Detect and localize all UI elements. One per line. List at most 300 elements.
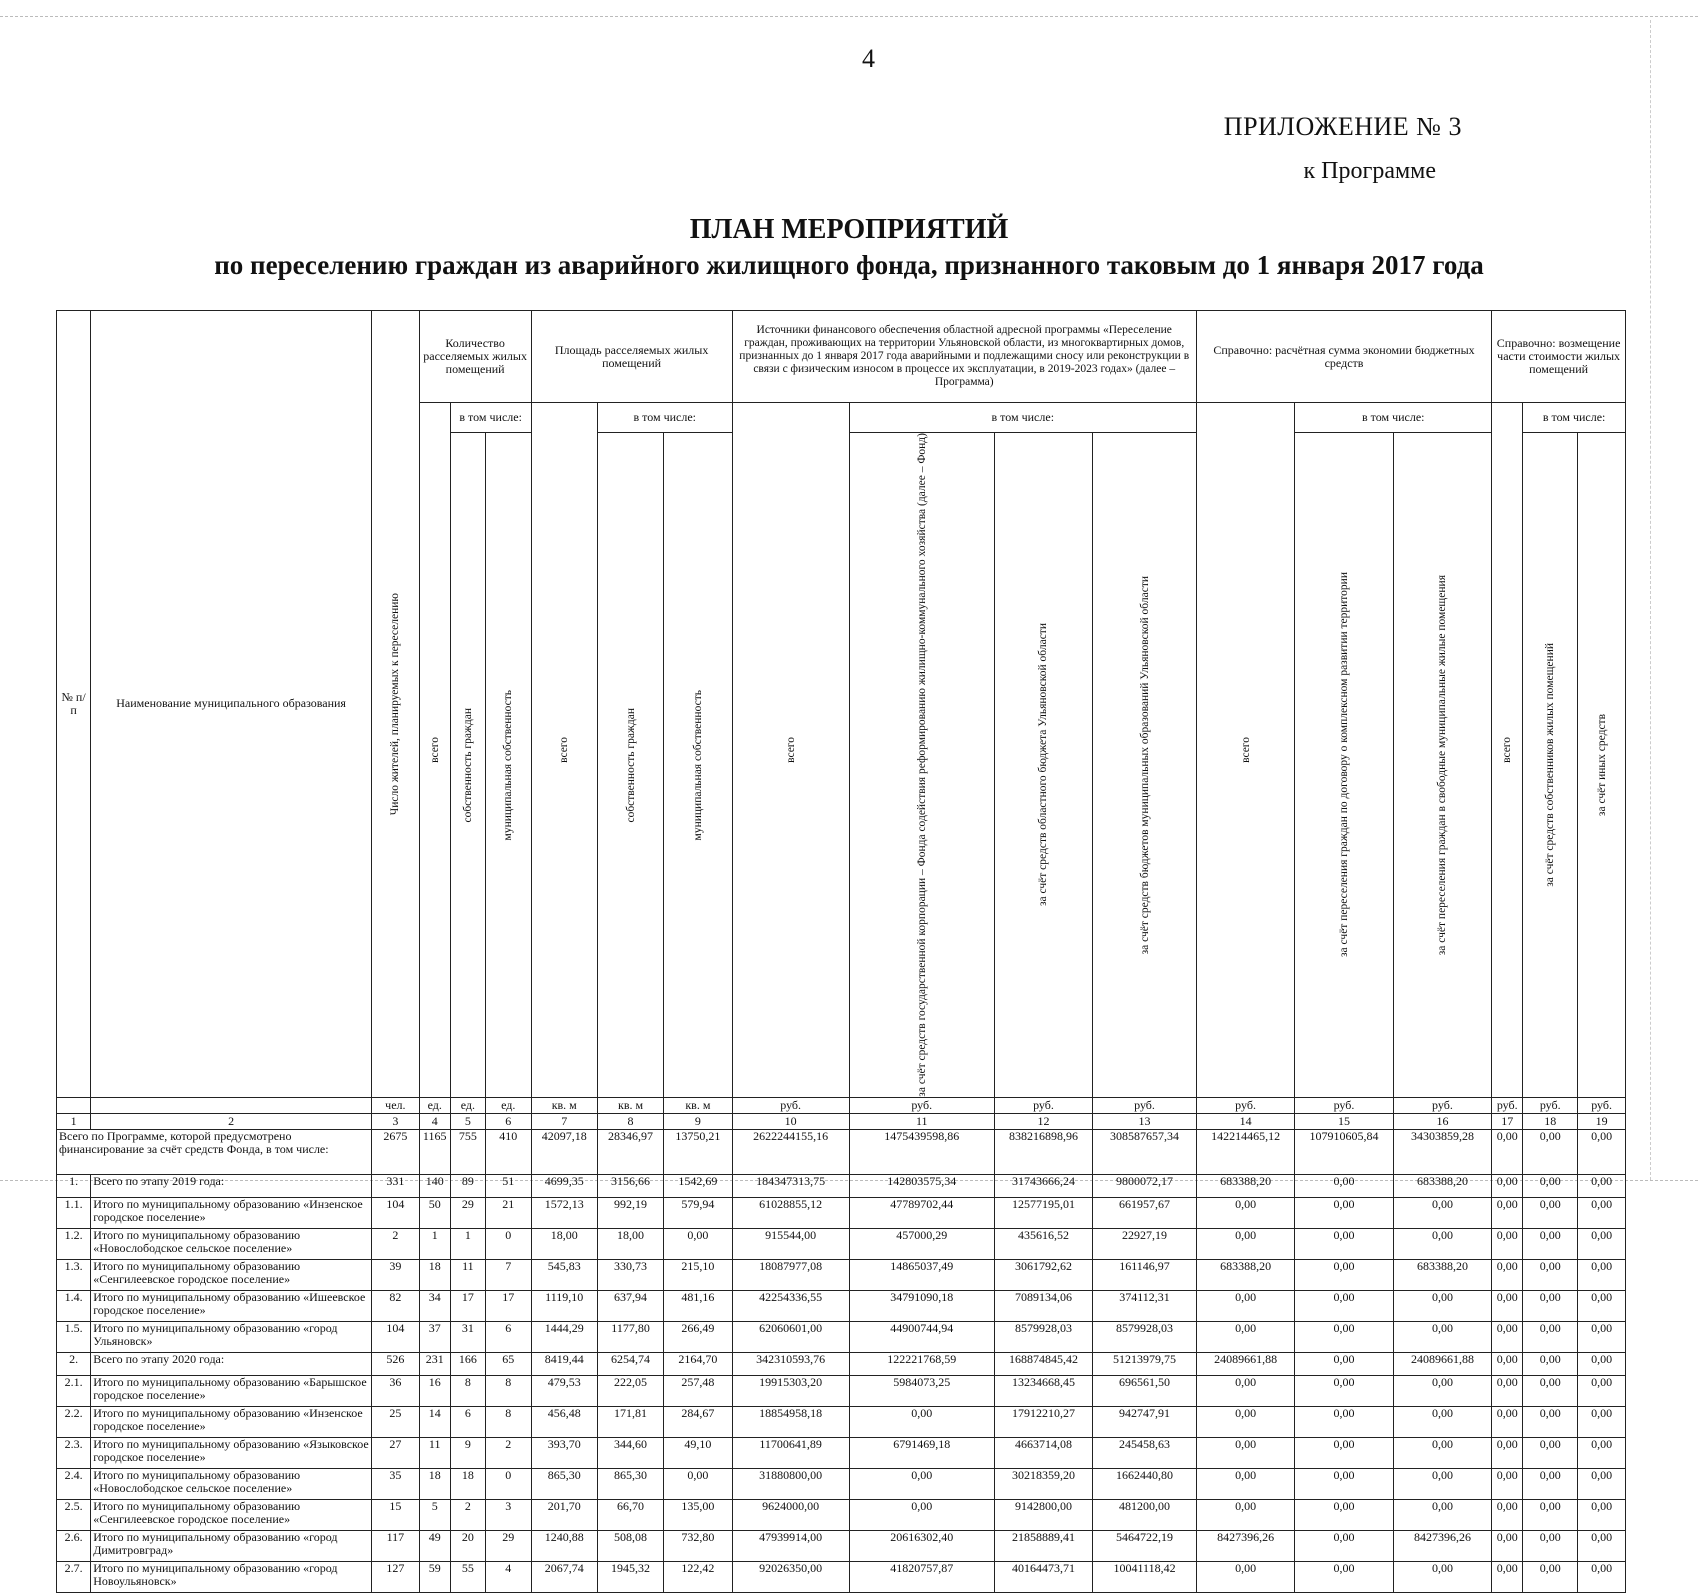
header-area-group: Площадь расселяемых жилых помещений [531,311,732,403]
header-comp-other: за счёт иных средств [1578,433,1626,1098]
value-cell: 0,00 [1295,1499,1393,1530]
value-cell: 89 [450,1174,485,1197]
value-cell: 0,00 [1295,1290,1393,1321]
value-cell: 18 [419,1468,450,1499]
value-cell: 59 [419,1561,450,1592]
value-cell: 0,00 [1523,1406,1578,1437]
unit-cell: руб. [994,1097,1092,1113]
header-savings-total: всего [1196,403,1294,1098]
column-index-cell: 19 [1578,1113,1626,1129]
table-row [57,1530,1626,1561]
header-rooms-citizens: собственность граждан [450,433,485,1098]
value-cell: 342310593,76 [732,1352,849,1375]
header-savings-including: в том числе: [1295,403,1492,433]
value-cell: 0,00 [1393,1290,1491,1321]
value-cell: 0,00 [1578,1321,1626,1352]
header-savings-group: Справочно: расчётная сумма экономии бюджетных средств [1196,311,1491,403]
value-cell: 18854958,18 [732,1406,849,1437]
value-cell: 2 [372,1228,420,1259]
value-cell: 266,49 [664,1321,732,1352]
appendix-subtitle: к Программе [1303,158,1436,184]
value-cell: 0,00 [1196,1468,1294,1499]
value-cell: 61028855,12 [732,1197,849,1228]
value-cell: 4 [485,1561,531,1592]
value-cell: 457000,29 [849,1228,994,1259]
value-cell: 142803575,34 [849,1174,994,1197]
column-index-cell: 3 [372,1113,420,1129]
value-cell: 1662440,80 [1093,1468,1197,1499]
value-cell: 2 [450,1499,485,1530]
value-cell: 41820757,87 [849,1561,994,1592]
unit-cell: кв. м [531,1097,597,1113]
value-cell: 0,00 [1523,1352,1578,1375]
value-cell: 696561,50 [1093,1375,1197,1406]
value-cell: 5 [419,1499,450,1530]
value-cell: 526 [372,1352,420,1375]
value-cell: 0,00 [1196,1228,1294,1259]
value-cell: 0,00 [1578,1406,1626,1437]
value-cell: 4699,35 [531,1174,597,1197]
header-residents: Число жителей, планируемых к переселению [372,311,420,1098]
value-cell: 0,00 [1578,1468,1626,1499]
value-cell: 374112,31 [1093,1290,1197,1321]
value-cell: 330,73 [597,1259,663,1290]
value-cell: 215,10 [664,1259,732,1290]
appendix-label: ПРИЛОЖЕНИЕ № 3 [1223,112,1462,141]
value-cell: 104 [372,1321,420,1352]
unit-cell: руб. [1393,1097,1491,1113]
value-cell: 0,00 [1578,1352,1626,1375]
value-cell: 31743666,24 [994,1174,1092,1197]
row-number: 1.5. [57,1321,91,1352]
value-cell: 17 [450,1290,485,1321]
value-cell: 579,94 [664,1197,732,1228]
value-cell: 2164,70 [664,1352,732,1375]
value-cell: 49 [419,1530,450,1561]
value-cell: 8579928,03 [994,1321,1092,1352]
header-regional-budget: за счёт средств областного бюджета Ульяновской области [994,433,1092,1098]
value-cell: 0,00 [1295,1228,1393,1259]
value-cell: 2 [485,1437,531,1468]
row-name: Всего по этапу 2019 года: [91,1174,372,1197]
value-cell: 27 [372,1437,420,1468]
value-cell: 104 [372,1197,420,1228]
value-cell: 2622244155,16 [732,1129,849,1174]
value-cell: 8419,44 [531,1352,597,1375]
header-name: Наименование муниципального образования [91,311,372,1098]
unit-cell: кв. м [664,1097,732,1113]
unit-cell: чел. [372,1097,420,1113]
value-cell: 683388,20 [1196,1259,1294,1290]
value-cell: 55 [450,1561,485,1592]
column-index-cell: 4 [419,1113,450,1129]
value-cell: 36 [372,1375,420,1406]
value-cell: 16 [419,1375,450,1406]
column-index-cell: 15 [1295,1113,1393,1129]
value-cell: 1 [419,1228,450,1259]
row-name: Итого по муниципальному образованию «Инзенское городское поселение» [91,1406,372,1437]
value-cell: 0,00 [1196,1406,1294,1437]
value-cell: 17912210,27 [994,1406,1092,1437]
unit-cell: руб. [1196,1097,1294,1113]
row-name: Итого по муниципальному образованию «Инзенское городское поселение» [91,1197,372,1228]
value-cell: 184347313,75 [732,1174,849,1197]
header-compensation-group: Справочно: возмещение части стоимости жилых помещений [1492,311,1626,403]
unit-cell: руб. [1578,1097,1626,1113]
header-area-citizens: собственность граждан [597,433,663,1098]
value-cell: 284,67 [664,1406,732,1437]
value-cell: 0,00 [1492,1352,1523,1375]
row-name: Всего по Программе, которой предусмотрено финансирование за счёт средств Фонда, в том числе: [57,1129,372,1174]
value-cell: 0,00 [1578,1499,1626,1530]
value-cell: 456,48 [531,1406,597,1437]
row-name: Итого по муниципальному образованию «город Новоульяновск» [91,1561,372,1592]
value-cell: 13234668,45 [994,1375,1092,1406]
value-cell: 245458,63 [1093,1437,1197,1468]
value-cell: 9800072,17 [1093,1174,1197,1197]
header-area-municipal: муниципальная собственность [664,433,732,1098]
value-cell: 42097,18 [531,1129,597,1174]
value-cell: 3156,66 [597,1174,663,1197]
value-cell: 0,00 [1393,1228,1491,1259]
row-number: 2.6. [57,1530,91,1561]
column-index-cell: 12 [994,1113,1092,1129]
value-cell: 9142800,00 [994,1499,1092,1530]
value-cell: 0,00 [1196,1437,1294,1468]
row-number: 2.1. [57,1375,91,1406]
value-cell: 11 [450,1259,485,1290]
table-row [57,1437,1626,1468]
column-index-cell: 14 [1196,1113,1294,1129]
table-row [57,1499,1626,1530]
value-cell: 10041118,42 [1093,1561,1197,1592]
unit-cell: руб. [1492,1097,1523,1113]
plan-table [56,310,1626,1593]
value-cell: 683388,20 [1393,1174,1491,1197]
row-number: 1.1. [57,1197,91,1228]
unit-cell: руб. [849,1097,994,1113]
column-index-cell: 5 [450,1113,485,1129]
value-cell: 0,00 [1578,1375,1626,1406]
value-cell: 37 [419,1321,450,1352]
value-cell: 0,00 [1492,1375,1523,1406]
table-row [57,1197,1626,1228]
value-cell: 0,00 [1523,1129,1578,1174]
value-cell: 92026350,00 [732,1561,849,1592]
value-cell: 135,00 [664,1499,732,1530]
value-cell: 0,00 [1492,1197,1523,1228]
value-cell: 3061792,62 [994,1259,1092,1290]
value-cell: 29 [450,1197,485,1228]
row-name: Итого по муниципальному образованию «Новослободское сельское поселение» [91,1228,372,1259]
value-cell: 117 [372,1530,420,1561]
header-no: № п/п [57,311,91,1098]
table-header [57,311,1626,1130]
value-cell: 0,00 [1523,1561,1578,1592]
value-cell: 0,00 [1492,1437,1523,1468]
value-cell: 865,30 [597,1468,663,1499]
value-cell: 222,05 [597,1375,663,1406]
value-cell: 8427396,26 [1196,1530,1294,1561]
value-cell: 8427396,26 [1393,1530,1491,1561]
header-comp-total: всего [1492,403,1523,1098]
value-cell: 0,00 [849,1468,994,1499]
value-cell: 0,00 [1295,1321,1393,1352]
value-cell: 0,00 [1523,1468,1578,1499]
value-cell: 35 [372,1468,420,1499]
value-cell: 51 [485,1174,531,1197]
value-cell: 0,00 [1393,1499,1491,1530]
value-cell: 0,00 [1492,1530,1523,1561]
value-cell: 992,19 [597,1197,663,1228]
column-index-cell: 9 [664,1113,732,1129]
value-cell: 308587657,34 [1093,1129,1197,1174]
value-cell: 0,00 [664,1468,732,1499]
value-cell: 14865037,49 [849,1259,994,1290]
value-cell: 344,60 [597,1437,663,1468]
value-cell: 21858889,41 [994,1530,1092,1561]
value-cell: 5984073,25 [849,1375,994,1406]
value-cell: 7089134,06 [994,1290,1092,1321]
value-cell: 0,00 [1578,1129,1626,1174]
column-index-cell: 2 [91,1113,372,1129]
value-cell: 11 [419,1437,450,1468]
value-cell: 18087977,08 [732,1259,849,1290]
table-row [57,1321,1626,1352]
row-number: 1. [57,1174,91,1197]
value-cell: 0,00 [1523,1437,1578,1468]
header-fund: за счёт средств государственной корпорации – Фонда содействия реформированию жилищно-коммунального хозяйства (далее – Фонд) [849,433,994,1098]
row-name: Итого по муниципальному образованию «Барышское городское поселение» [91,1375,372,1406]
value-cell: 201,70 [531,1499,597,1530]
column-index-cell: 6 [485,1113,531,1129]
column-index-cell: 1 [57,1113,91,1129]
value-cell: 9624000,00 [732,1499,849,1530]
value-cell: 127 [372,1561,420,1592]
table-row [57,1228,1626,1259]
value-cell: 8579928,03 [1093,1321,1197,1352]
value-cell: 47939914,00 [732,1530,849,1561]
value-cell: 942747,91 [1093,1406,1197,1437]
header-rooms-total: всего [419,403,450,1098]
value-cell: 0,00 [1492,1129,1523,1174]
value-cell: 107910605,84 [1295,1129,1393,1174]
value-cell: 0,00 [1578,1228,1626,1259]
value-cell: 44900744,94 [849,1321,994,1352]
value-cell: 0,00 [1393,1561,1491,1592]
value-cell: 161146,97 [1093,1259,1197,1290]
column-index-cell: 7 [531,1113,597,1129]
value-cell: 19915303,20 [732,1375,849,1406]
value-cell: 2675 [372,1129,420,1174]
value-cell: 34303859,28 [1393,1129,1491,1174]
unit-cell: ед. [450,1097,485,1113]
header-comp-including: в том числе: [1523,403,1626,433]
value-cell: 508,08 [597,1530,663,1561]
value-cell: 1177,80 [597,1321,663,1352]
value-cell: 29 [485,1530,531,1561]
value-cell: 62060601,00 [732,1321,849,1352]
value-cell: 65 [485,1352,531,1375]
value-cell: 0,00 [1295,1530,1393,1561]
value-cell: 8 [450,1375,485,1406]
row-name: Итого по муниципальному образованию «Новослободское сельское поселение» [91,1468,372,1499]
value-cell: 481200,00 [1093,1499,1197,1530]
value-cell: 30218359,20 [994,1468,1092,1499]
header-savings-free: за счёт переселения граждан в свободные муниципальные жилые помещения [1393,433,1491,1098]
value-cell: 0,00 [1295,1406,1393,1437]
value-cell: 1 [450,1228,485,1259]
value-cell: 0,00 [1492,1259,1523,1290]
value-cell: 481,16 [664,1290,732,1321]
value-cell: 15 [372,1499,420,1530]
value-cell: 410 [485,1129,531,1174]
value-cell: 6 [450,1406,485,1437]
value-cell: 24089661,88 [1196,1352,1294,1375]
value-cell: 0,00 [1492,1406,1523,1437]
value-cell: 683388,20 [1196,1174,1294,1197]
value-cell: 1444,29 [531,1321,597,1352]
value-cell: 12577195,01 [994,1197,1092,1228]
header-rooms-municipal: муниципальная собственность [485,433,531,1098]
value-cell: 11700641,89 [732,1437,849,1468]
value-cell: 393,70 [531,1437,597,1468]
document-subtitle: по переселению граждан из аварийного жилищного фонда, признанного таковым до 1 января 2017 года [214,250,1484,280]
table-row [57,1468,1626,1499]
value-cell: 1542,69 [664,1174,732,1197]
value-cell: 0,00 [1295,1197,1393,1228]
table-row [57,1352,1626,1375]
row-name: Итого по муниципальному образованию «город Ульяновск» [91,1321,372,1352]
value-cell: 171,81 [597,1406,663,1437]
value-cell: 838216898,96 [994,1129,1092,1174]
value-cell: 5464722,19 [1093,1530,1197,1561]
value-cell: 0,00 [1295,1352,1393,1375]
value-cell: 0,00 [1196,1321,1294,1352]
value-cell: 0,00 [1492,1228,1523,1259]
value-cell: 34 [419,1290,450,1321]
table-body [57,1129,1626,1592]
value-cell: 34791090,18 [849,1290,994,1321]
column-index-cell: 10 [732,1113,849,1129]
value-cell: 17 [485,1290,531,1321]
unit-cell: ед. [485,1097,531,1113]
row-name: Итого по муниципальному образованию «Языковское городское поселение» [91,1437,372,1468]
value-cell: 0,00 [1295,1375,1393,1406]
value-cell: 0,00 [1578,1174,1626,1197]
header-municipal-budgets: за счёт средств бюджетов муниципальных образований Ульяновской области [1093,433,1197,1098]
value-cell: 0,00 [1492,1321,1523,1352]
column-index-cell: 17 [1492,1113,1523,1129]
value-cell: 0,00 [1578,1259,1626,1290]
row-number: 1.4. [57,1290,91,1321]
value-cell: 732,80 [664,1530,732,1561]
row-number: 2.7. [57,1561,91,1592]
value-cell: 21 [485,1197,531,1228]
value-cell: 42254336,55 [732,1290,849,1321]
column-index-cell: 11 [849,1113,994,1129]
value-cell: 1475439598,86 [849,1129,994,1174]
row-number: 2.5. [57,1499,91,1530]
value-cell: 82 [372,1290,420,1321]
unit-cell: руб. [1523,1097,1578,1113]
value-cell: 0,00 [1492,1468,1523,1499]
value-cell: 14 [419,1406,450,1437]
value-cell: 545,83 [531,1259,597,1290]
value-cell: 0,00 [1492,1561,1523,1592]
row-name: Итого по муниципальному образованию «город Димитровград» [91,1530,372,1561]
value-cell: 1945,32 [597,1561,663,1592]
value-cell: 0,00 [849,1499,994,1530]
value-cell: 31880800,00 [732,1468,849,1499]
unit-cell: руб. [732,1097,849,1113]
value-cell: 0,00 [1492,1290,1523,1321]
value-cell: 0,00 [1523,1499,1578,1530]
unit-cell: ед. [419,1097,450,1113]
value-cell: 0,00 [1196,1561,1294,1592]
value-cell: 20 [450,1530,485,1561]
value-cell: 755 [450,1129,485,1174]
value-cell: 47789702,44 [849,1197,994,1228]
value-cell: 0,00 [1523,1228,1578,1259]
row-number: 2. [57,1352,91,1375]
value-cell: 0,00 [1196,1499,1294,1530]
value-cell: 1165 [419,1129,450,1174]
unit-cell: руб. [1295,1097,1393,1113]
value-cell: 0,00 [1578,1561,1626,1592]
value-cell: 637,94 [597,1290,663,1321]
unit-cell: руб. [1093,1097,1197,1113]
column-index-cell: 8 [597,1113,663,1129]
row-number: 1.3. [57,1259,91,1290]
row-number: 2.2. [57,1406,91,1437]
value-cell: 0,00 [1196,1197,1294,1228]
document-title: ПЛАН МЕРОПРИЯТИЙ [689,214,1009,245]
value-cell: 39 [372,1259,420,1290]
header-area-total: всего [531,403,597,1098]
value-cell: 28346,97 [597,1129,663,1174]
row-number: 1.2. [57,1228,91,1259]
value-cell: 66,70 [597,1499,663,1530]
header-sources-total: всего [732,403,849,1098]
value-cell: 18 [450,1468,485,1499]
value-cell: 0,00 [1393,1406,1491,1437]
table-row [57,1129,1626,1174]
value-cell: 166 [450,1352,485,1375]
row-number: 2.4. [57,1468,91,1499]
value-cell: 0,00 [1393,1197,1491,1228]
value-cell: 331 [372,1174,420,1197]
unit-cell: кв. м [597,1097,663,1113]
value-cell: 50 [419,1197,450,1228]
header-rooms-group: Количество расселяемых жилых помещений [419,311,531,403]
value-cell: 18 [419,1259,450,1290]
value-cell: 435616,52 [994,1228,1092,1259]
units-row [57,1097,1626,1113]
value-cell: 0,00 [664,1228,732,1259]
value-cell: 0,00 [1295,1437,1393,1468]
value-cell: 0,00 [849,1406,994,1437]
value-cell: 1572,13 [531,1197,597,1228]
value-cell: 0,00 [1295,1561,1393,1592]
value-cell: 0,00 [1523,1174,1578,1197]
value-cell: 0,00 [1295,1468,1393,1499]
table-row [57,1375,1626,1406]
index-row [57,1113,1626,1129]
value-cell: 40164473,71 [994,1561,1092,1592]
value-cell: 142214465,12 [1196,1129,1294,1174]
value-cell: 0,00 [1196,1290,1294,1321]
